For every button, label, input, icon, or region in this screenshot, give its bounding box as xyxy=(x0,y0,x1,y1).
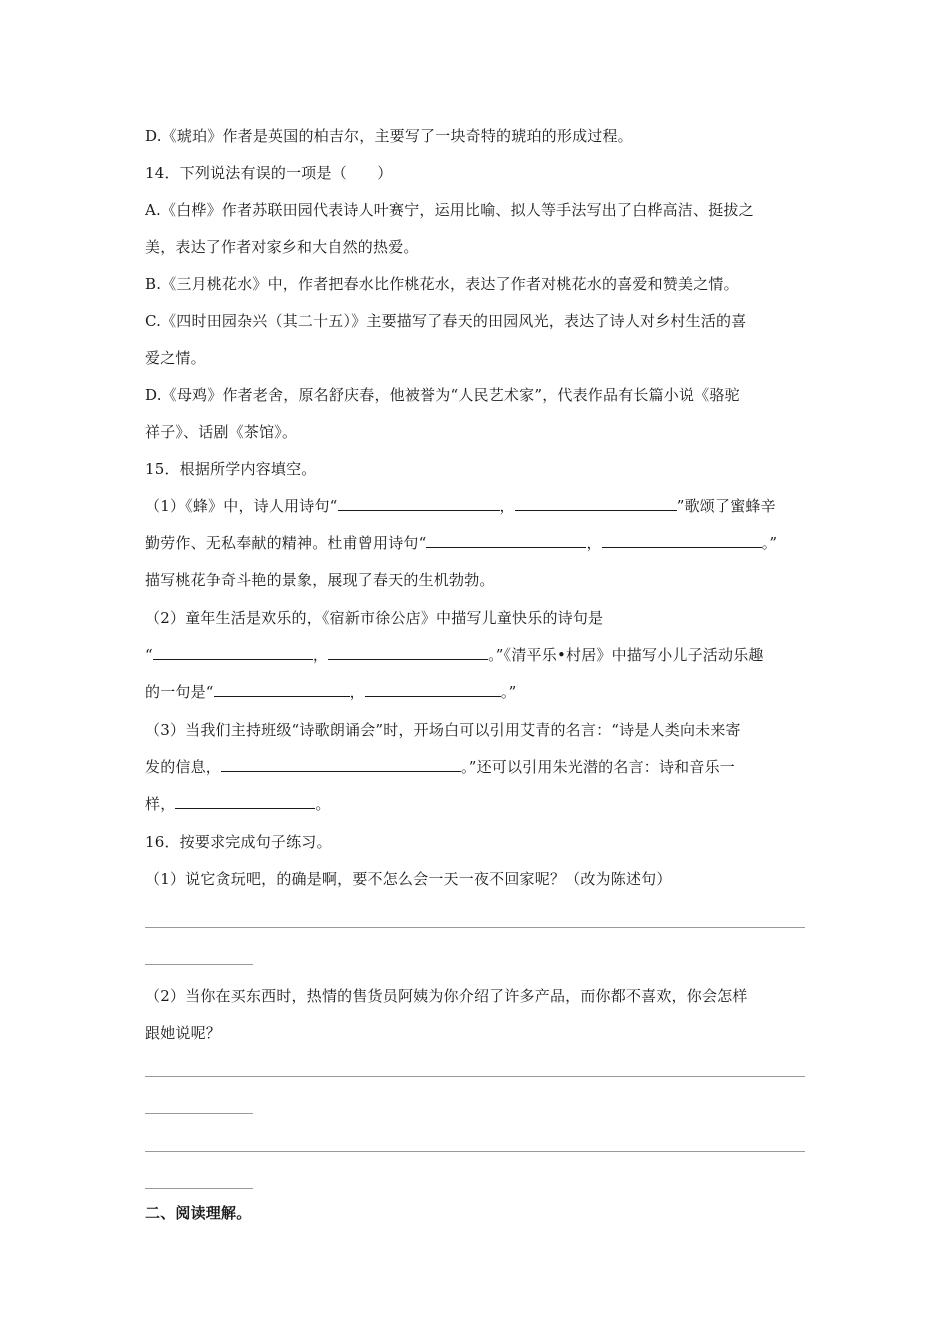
q15-part2-line3: 的一句是“ ， 。” xyxy=(145,674,516,711)
answer-line[interactable] xyxy=(145,1075,805,1077)
q15-part1-line3: 描写桃花争奇斗艳的景象，展现了春天的生机勃勃。 xyxy=(145,571,495,589)
fill-blank[interactable] xyxy=(328,642,488,660)
fill-blank[interactable] xyxy=(153,642,313,660)
fill-blank[interactable] xyxy=(426,530,586,548)
fill-blank[interactable] xyxy=(175,791,315,809)
q14-option-d-line2: 祥子》、话剧《茶馆》。 xyxy=(145,423,298,441)
q14-option-a-line2: 美，表达了作者对家乡和大自然的热爱。 xyxy=(145,238,419,256)
answer-line-short[interactable] xyxy=(145,1187,253,1189)
fill-blank[interactable] xyxy=(365,679,501,697)
q14-option-d-line1: D.《母鸡》作者老舍，原名舒庆春，他被誉为“人民艺术家”，代表作品有长篇小说《骆驼 xyxy=(145,386,740,404)
q16-stem: 16．按要求完成句子练习。 xyxy=(145,833,332,851)
q15-part3-line2: 发的信息， 。”还可以引用朱光潜的名言：诗和音乐一 xyxy=(145,749,735,786)
q15-part2-line2: “ ， 。”《清平乐•村居》中描写小儿子活动乐趣 xyxy=(145,637,764,674)
fill-blank[interactable] xyxy=(214,679,350,697)
section-title-reading: 二、阅读理解。 xyxy=(145,1204,252,1222)
q15-part3-line1: （3）当我们主持班级“诗歌朗诵会”时，开场白可以引用艾青的名言：“诗是人类向未来寄 xyxy=(145,721,741,739)
q15-part1-line2: 勤劳作、无私奉献的精神。杜甫曾用诗句“ ， 。” xyxy=(145,525,777,562)
q16-sentence1: （1）说它贪玩吧，的确是啊，要不怎么会一天一夜不回家呢？（改为陈述句） xyxy=(145,870,672,888)
q15-part2-line1: （2）童年生活是欢乐的，《宿新市徐公店》中描写儿童快乐的诗句是 xyxy=(145,609,604,627)
q14-option-b: B.《三月桃花水》中，作者把春水比作桃花水，表达了作者对桃花水的喜爱和赞美之情。 xyxy=(145,275,739,293)
fill-blank[interactable] xyxy=(221,754,461,772)
q15-part3-line3: 样， 。 xyxy=(145,786,331,823)
q15-part1-line1: （1）《蜂》中，诗人用诗句“ ， ”歌颂了蜜蜂辛 xyxy=(145,488,776,525)
q14-option-a-line1: A.《白桦》作者苏联田园代表诗人叶赛宁，运用比喻、拟人等手法写出了白桦高洁、挺拔之 xyxy=(145,201,754,219)
q14-stem: 14．下列说法有误的一项是（ ） xyxy=(145,164,393,182)
q14-option-c-line2: 爱之情。 xyxy=(145,349,206,367)
answer-line[interactable] xyxy=(145,1150,805,1152)
answer-line-short[interactable] xyxy=(145,1112,253,1114)
q15-stem: 15．根据所学内容填空。 xyxy=(145,460,317,478)
answer-line-short[interactable] xyxy=(145,963,253,965)
q16-sentence2-line2: 跟她说呢？ xyxy=(145,1024,222,1042)
fill-blank[interactable] xyxy=(515,493,677,511)
fill-blank[interactable] xyxy=(338,493,500,511)
answer-line[interactable] xyxy=(145,926,805,928)
fill-blank[interactable] xyxy=(602,530,762,548)
q13-option-d: D.《琥珀》作者是英国的柏吉尔，主要写了一块奇特的琥珀的形成过程。 xyxy=(145,127,633,145)
q16-sentence2-line1: （2）当你在买东西时，热情的售货员阿姨为你介绍了许多产品，而你都不喜欢，你会怎样 xyxy=(145,987,748,1005)
q14-option-c-line1: C.《四时田园杂兴（其二十五）》主要描写了春天的田园风光，表达了诗人对乡村生活的喜 xyxy=(145,312,747,330)
